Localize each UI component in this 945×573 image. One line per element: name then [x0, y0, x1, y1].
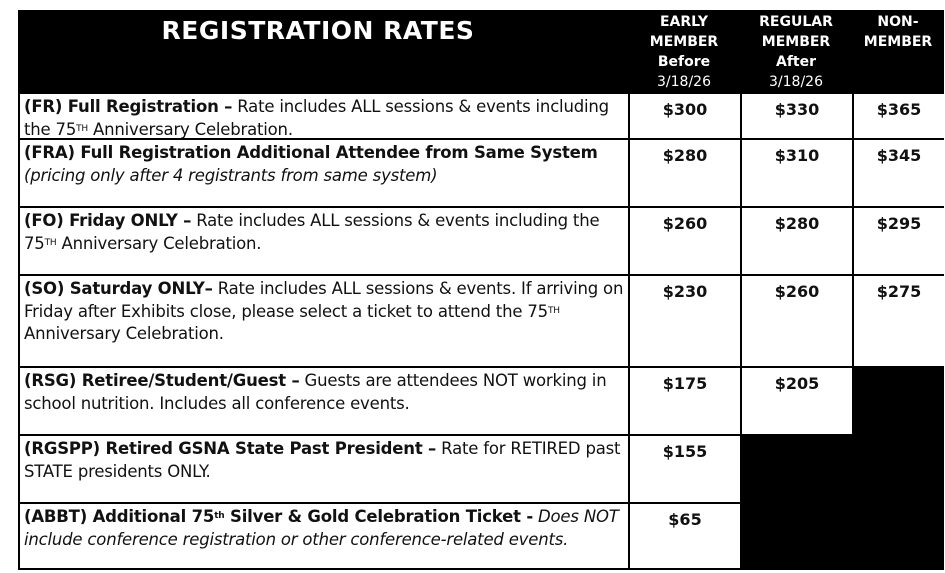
price-cell: $330: [740, 92, 852, 138]
price-cell: $295: [852, 206, 944, 274]
table-row-description: [18, 92, 628, 138]
superscript: TH: [547, 305, 560, 316]
rate-name: Silver & Gold Celebration Ticket -: [224, 507, 533, 526]
rate-description: Rate includes ALL sessions & events including the 75: [24, 211, 600, 253]
rate-description: Rate includes ALL sessions & events including the 75: [24, 97, 609, 139]
price-cell: $230: [628, 274, 740, 366]
price-cell: $345: [852, 138, 944, 206]
rate-note: (pricing only after 4 registrants from same system): [24, 165, 438, 185]
column-header-regular-member: [740, 12, 852, 92]
price-cell: $280: [628, 138, 740, 206]
price-cell: $365: [852, 92, 944, 138]
rate-note: Does NOT include conference registration or other conference-related events.: [24, 507, 619, 549]
column-header-line: After: [775, 54, 817, 70]
column-header-line: MEMBER: [649, 34, 719, 50]
rate-name: (SO) Saturday ONLY–: [24, 279, 213, 298]
price-cell: $260: [628, 206, 740, 274]
column-header-date: 3/18/26: [769, 74, 823, 90]
column-header-line: EARLY: [659, 14, 709, 30]
superscript: TH: [76, 123, 88, 134]
rate-description: Anniversary Celebration.: [56, 233, 262, 253]
price-cell: $275: [852, 274, 944, 366]
unavailable-cell: [852, 366, 944, 434]
price-cell: $300: [628, 92, 740, 138]
column-header-line: NON-: [877, 14, 919, 30]
table-row-description: [18, 206, 628, 274]
rate-name: (FRA) Full Registration Additional Attendee from Same System: [24, 143, 598, 162]
column-header-line: Before: [657, 54, 711, 70]
column-header-line: REGULAR: [759, 14, 833, 30]
rate-name: (RGSPP) Retired GSNA State Past President –: [24, 439, 437, 458]
rate-description: Anniversary Celebration.: [88, 119, 293, 139]
table-row-description: [18, 502, 628, 570]
table-row-description: [18, 138, 628, 206]
price-cell: $310: [740, 138, 852, 206]
column-header-non-member: [852, 12, 944, 52]
price-cell: $155: [628, 434, 740, 502]
column-header-line: MEMBER: [863, 34, 933, 50]
price-cell: $205: [740, 366, 852, 434]
rate-description: Guests are attendees NOT working in school nutrition. Includes all conference events.: [24, 371, 607, 413]
rate-description: Rate for RETIRED past STATE presidents ONLY.: [24, 439, 621, 481]
table-row-description: [18, 274, 628, 366]
column-header-line: MEMBER: [761, 34, 831, 50]
price-cell: $280: [740, 206, 852, 274]
superscript: th: [214, 511, 225, 521]
rate-name: (ABBT) Additional 75: [24, 507, 215, 526]
unavailable-cell: [740, 434, 944, 570]
rate-description: Rate includes ALL sessions & events. If arriving on Friday after Exhibits close, please select a ticket to attend the 75: [24, 279, 624, 321]
table-row-description: [18, 434, 628, 502]
rate-description: Anniversary Celebration.: [24, 324, 224, 343]
price-cell: $175: [628, 366, 740, 434]
page-title: REGISTRATION RATES: [161, 15, 475, 45]
price-cell: $260: [740, 274, 852, 366]
rate-name: (FR) Full Registration –: [24, 97, 233, 116]
table-row-description: [18, 366, 628, 434]
price-cell: $65: [628, 502, 740, 570]
column-header-early-member: [628, 12, 740, 92]
rate-name: (RSG) Retiree/Student/Guest –: [24, 371, 300, 390]
column-header-date: 3/18/26: [657, 74, 711, 90]
superscript: TH: [44, 237, 57, 248]
rate-name: (FO) Friday ONLY –: [24, 211, 192, 230]
